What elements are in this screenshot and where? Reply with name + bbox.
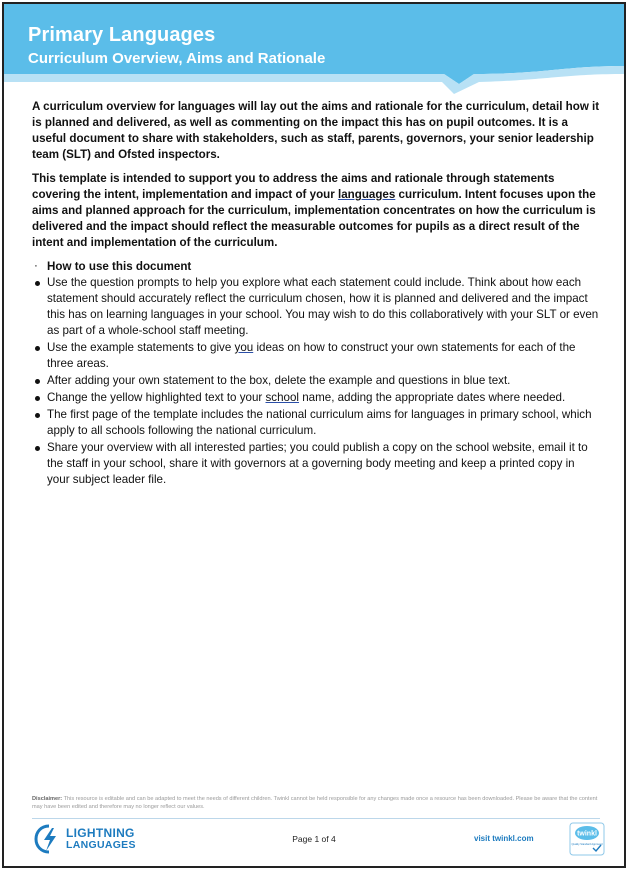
- logo-word-languages: LANGUAGES: [66, 839, 136, 851]
- document-body: [32, 99, 600, 489]
- list-item: Use the question prompts to help you explore what each statement could include. Think about how each statement should accurately reflect the curriculum chosen, how it is planned and delivered and the impact this has on learning languages in your school. You may wish to do this collaboratively with your SLT or even as part of a whole-school staff meeting.: [32, 275, 600, 339]
- list-item: The first page of the template includes the national curriculum aims for languages in primary school, which apply to all schools following the national curriculum.: [32, 407, 600, 439]
- list-item: [32, 340, 600, 372]
- disclaimer-text: This resource is editable and can be adapted to meet the needs of different children. Twinkl cannot be held responsible for any changes made once a resource has been downloaded. Please be aware that the content may have been edited and therefore may no longer reflect our values.: [32, 796, 598, 810]
- quality-badge-icon: [569, 822, 605, 856]
- list-item-text: Change the yellow highlighted text to your: [47, 391, 266, 404]
- you-word: you: [234, 341, 254, 354]
- list-item-text: name, adding the appropriate dates where needed.: [299, 391, 566, 404]
- footer-divider: [32, 818, 600, 819]
- twinkl-quality-badge: [569, 822, 605, 856]
- list-item-text: ideas on how to construct your own statements for each of the three areas.: [47, 341, 576, 370]
- badge-word: twinkl: [577, 830, 597, 838]
- logo-word-lightning: LIGHTNING: [66, 826, 135, 840]
- page-subtitle: Curriculum Overview, Aims and Rationale: [28, 50, 326, 67]
- header-banner: [4, 4, 624, 96]
- howto-list: [32, 275, 600, 488]
- template-text-start: This template is intended to support you to address the aims and rationale through statements covering the intent, implementation and impact of your: [32, 172, 555, 201]
- howto-heading: · How to use this document: [32, 259, 600, 275]
- intro-paragraph: A curriculum overview for languages will lay out the aims and rationale for the curriculum, detail how it is planned and delivered, as well as commenting on the impact this has on pupil outcomes. It is a useful document to share with stakeholders, such as staff, parents, governors, your senior leadership team (SLT) and Ofsted inspectors.: [32, 100, 600, 161]
- page-number: Page 1 of 4: [292, 834, 336, 844]
- template-paragraph: [32, 171, 600, 251]
- languages-word: languages: [337, 188, 396, 201]
- template-text-end: curriculum. Intent focuses upon the aims and planned approach for the curriculum, implementation concentrates on how the curriculum is delivered and the impact should reflect the measurable outcomes for pupils as a direct result of the intent and implementation of the curriculum.: [32, 188, 596, 249]
- badge-subtext: Quality Standard Approved: [571, 843, 603, 846]
- list-item: [32, 390, 600, 406]
- document-page: [2, 2, 626, 868]
- list-item-text: Use the example statements to give: [47, 341, 235, 354]
- disclaimer: [32, 795, 600, 811]
- visit-twinkl-link[interactable]: visit twinkl.com: [474, 834, 534, 843]
- disclaimer-label: Disclaimer:: [32, 796, 63, 802]
- list-item: After adding your own statement to the box, delete the example and questions in blue text.: [32, 373, 600, 389]
- lightning-languages-logo: [34, 823, 154, 855]
- lightning-bolt-icon: [34, 824, 64, 854]
- school-word: school: [265, 391, 300, 404]
- page-title: Primary Languages: [28, 24, 216, 46]
- list-item: Share your overview with all interested parties; you could publish a copy on the school website, email it to the staff in your school, share it with governors at a governing body meeting and keep a printed copy in your subject leader file.: [32, 440, 600, 488]
